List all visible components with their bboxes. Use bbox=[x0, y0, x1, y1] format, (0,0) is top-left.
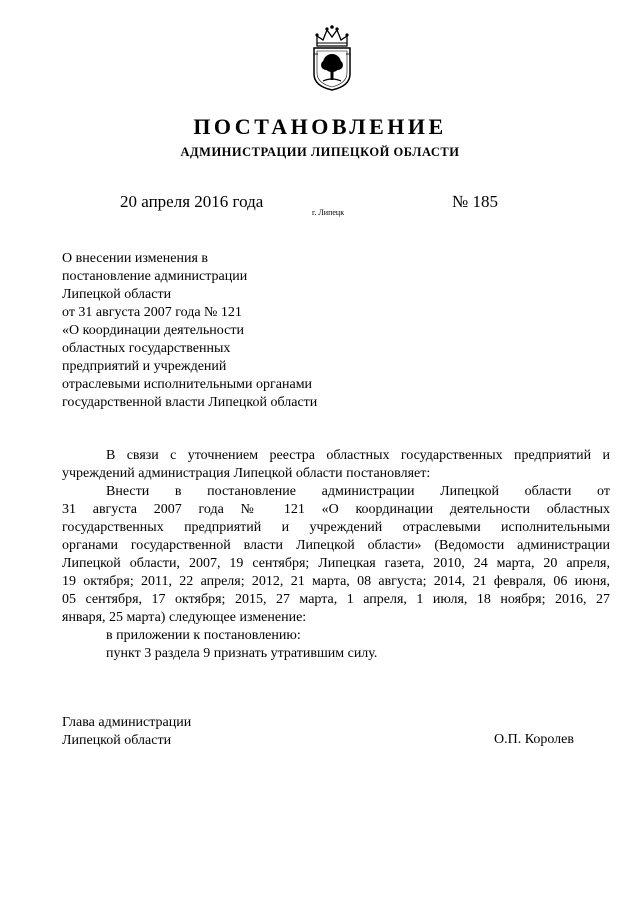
subject-line: областных государственных bbox=[62, 341, 231, 356]
subject-line: Липецкой области bbox=[62, 287, 172, 302]
subject-line: отраслевыми исполнительными органами bbox=[62, 377, 313, 392]
body-line: В связи с уточнением реестра областных государственных предприятий и bbox=[106, 448, 610, 463]
document-title: ПОСТАНОВЛЕНИЕ bbox=[193, 114, 447, 139]
subject-line: «О координации деятельности bbox=[62, 323, 244, 338]
subject-line: О внесении изменения в bbox=[62, 251, 208, 266]
document-city: г. Липецк bbox=[312, 208, 345, 217]
signatory-position-line: Глава администрации bbox=[62, 715, 192, 730]
body-line: 05 сентября, 17 октября; 2015, 27 марта, 1 апреля, 1 июля, 18 ноября; 2016, 27 bbox=[62, 592, 610, 607]
body-line: 19 октября; 2011, 22 апреля; 2012, 21 марта, 08 августа; 2014, 21 февраля, 06 июня, bbox=[62, 574, 610, 589]
body-line: в приложении к постановлению: bbox=[106, 628, 301, 643]
signatory-position bbox=[62, 714, 191, 750]
subject-line: государственной власти Липецкой области bbox=[62, 395, 318, 410]
document-subject bbox=[62, 250, 317, 412]
body-line: государственных предприятий и учреждений отраслевыми исполнительными bbox=[62, 520, 610, 535]
body-line: Внести в постановление администрации Липецкой области от bbox=[106, 484, 610, 499]
document-body bbox=[62, 447, 610, 663]
document-number: № 185 bbox=[452, 192, 498, 211]
signatory-name: О.П. Королев bbox=[494, 732, 574, 747]
document-date: 20 апреля 2016 года bbox=[120, 192, 264, 211]
body-line: учреждений администрация Липецкой области постановляет: bbox=[62, 466, 431, 481]
body-line: органами государственной власти Липецкой области» (Ведомости администрации bbox=[62, 538, 610, 553]
subject-line: от 31 августа 2007 года № 121 bbox=[62, 305, 242, 320]
subject-line: предприятий и учреждений bbox=[62, 359, 227, 374]
subject-line: постановление администрации bbox=[62, 269, 248, 284]
signatory-position-line: Липецкой области bbox=[62, 733, 172, 748]
body-line: января, 25 марта) следующее изменение: bbox=[62, 610, 307, 625]
body-line: Липецкой области, 2007, 19 сентября; Липецкая газета, 2010, 24 марта, 20 апреля, bbox=[62, 556, 610, 571]
document-issuer: АДМИНИСТРАЦИИ ЛИПЕЦКОЙ ОБЛАСТИ bbox=[180, 145, 460, 159]
coat-of-arms-icon bbox=[309, 24, 355, 92]
body-line: 31 августа 2007 года № 121 «О координации деятельности областных bbox=[62, 502, 610, 517]
body-line: пункт 3 раздела 9 признать утратившим силу. bbox=[106, 646, 378, 661]
